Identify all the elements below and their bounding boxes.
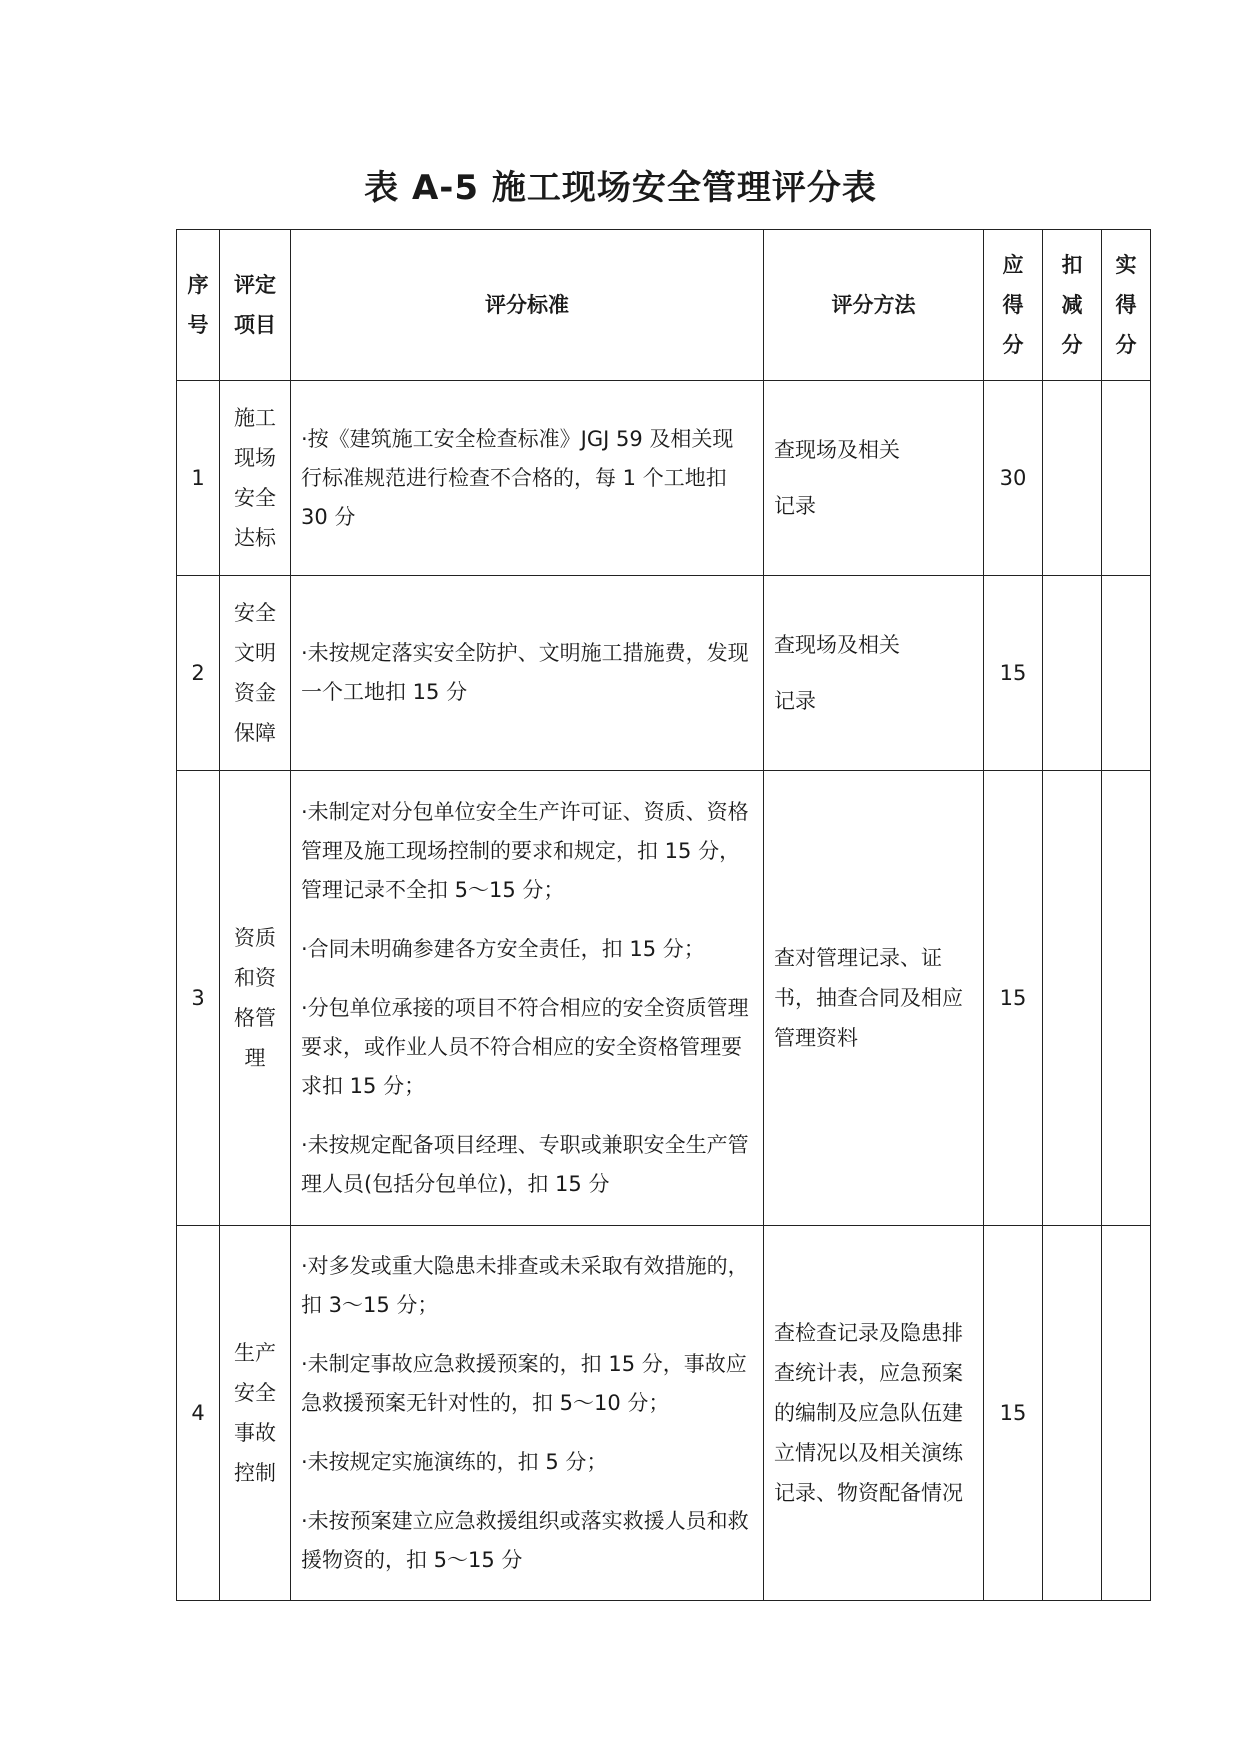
row-criteria: [291, 576, 764, 771]
header-actual: 实得分: [1102, 230, 1151, 381]
row-method: [764, 1226, 984, 1601]
header-no: 序号: [177, 230, 220, 381]
row-criteria: [291, 771, 764, 1226]
row-criteria: [291, 1226, 764, 1601]
row-due-score: 15: [984, 576, 1043, 771]
table-row: [177, 381, 1151, 576]
header-criteria: 评分标准: [291, 230, 764, 381]
criteria-line: ·未按规定落实安全防护、文明施工措施费，发现一个工地扣 15 分: [301, 641, 749, 704]
criteria-line: ·合同未明确参建各方安全责任，扣 15 分；: [301, 936, 705, 961]
row-due-score: 30: [984, 381, 1043, 576]
method-line: 记录: [774, 494, 816, 518]
header-deduct: 扣减分: [1043, 230, 1102, 381]
table-row: [177, 1226, 1151, 1601]
criteria-line: ·未制定事故应急救援预案的，扣 15 分，事故应急救援预案无针对性的，扣 5～10 分；: [301, 1351, 747, 1415]
row-criteria: [291, 381, 764, 576]
row-no: 2: [177, 576, 220, 771]
row-no: 1: [177, 381, 220, 576]
criteria-line: ·未按规定实施演练的，扣 5 分；: [301, 1449, 608, 1474]
row-method: [764, 771, 984, 1226]
row-deduct-score: [1043, 771, 1102, 1226]
criteria-line: ·未制定对分包单位安全生产许可证、资质、资格管理及施工现场控制的要求和规定，扣 15 分，管理记录不全扣 5～15 分；: [301, 799, 749, 902]
criteria-line: ·对多发或重大隐患未排查或未采取有效措施的，扣 3～15 分；: [301, 1253, 749, 1317]
table-row: [177, 771, 1151, 1226]
row-due-score: 15: [984, 1226, 1043, 1601]
row-method: [764, 576, 984, 771]
method-line: 查对管理记录、证书，抽查合同及相应管理资料: [774, 946, 963, 1050]
score-table: [176, 229, 1151, 1601]
row-no: 3: [177, 771, 220, 1226]
row-actual-score: [1102, 381, 1151, 576]
criteria-line: ·按《建筑施工安全检查标准》JGJ 59 及相关现行标准规范进行检查不合格的，每 1 个工地扣 30 分: [301, 426, 734, 529]
row-due-score: 15: [984, 771, 1043, 1226]
method-line: 记录: [774, 689, 816, 713]
row-no: 4: [177, 1226, 220, 1601]
header-method: 评分方法: [764, 230, 984, 381]
row-actual-score: [1102, 576, 1151, 771]
row-deduct-score: [1043, 381, 1102, 576]
row-deduct-score: [1043, 576, 1102, 771]
row-deduct-score: [1043, 1226, 1102, 1601]
row-actual-score: [1102, 771, 1151, 1226]
row-method: [764, 381, 984, 576]
header-due: 应得分: [984, 230, 1043, 381]
criteria-line: ·分包单位承接的项目不符合相应的安全资质管理要求，或作业人员不符合相应的安全资格管理要求扣 15 分；: [301, 995, 749, 1098]
criteria-line: ·未按规定配备项目经理、专职或兼职安全生产管理人员(包括分包单位)，扣 15 分: [301, 1132, 749, 1196]
row-item: 资质和资格管理: [220, 771, 291, 1226]
row-item: 安全文明资金保障: [220, 576, 291, 771]
method-line: 查现场及相关: [774, 438, 900, 462]
row-item: 生产安全事故控制: [220, 1226, 291, 1601]
method-line: 查检查记录及隐患排查统计表，应急预案的编制及应急队伍建立情况以及相关演练记录、物资配备情况: [774, 1321, 963, 1505]
method-line: 查现场及相关: [774, 633, 900, 657]
header-item: 评定项目: [220, 230, 291, 381]
row-item: 施工现场安全达标: [220, 381, 291, 576]
table-row: [177, 576, 1151, 771]
header-row: [177, 230, 1151, 381]
page-title: 表 A-5 施工现场安全管理评分表: [364, 168, 877, 208]
row-actual-score: [1102, 1226, 1151, 1601]
criteria-line: ·未按预案建立应急救援组织或落实救援人员和救援物资的，扣 5～15 分: [301, 1508, 749, 1572]
